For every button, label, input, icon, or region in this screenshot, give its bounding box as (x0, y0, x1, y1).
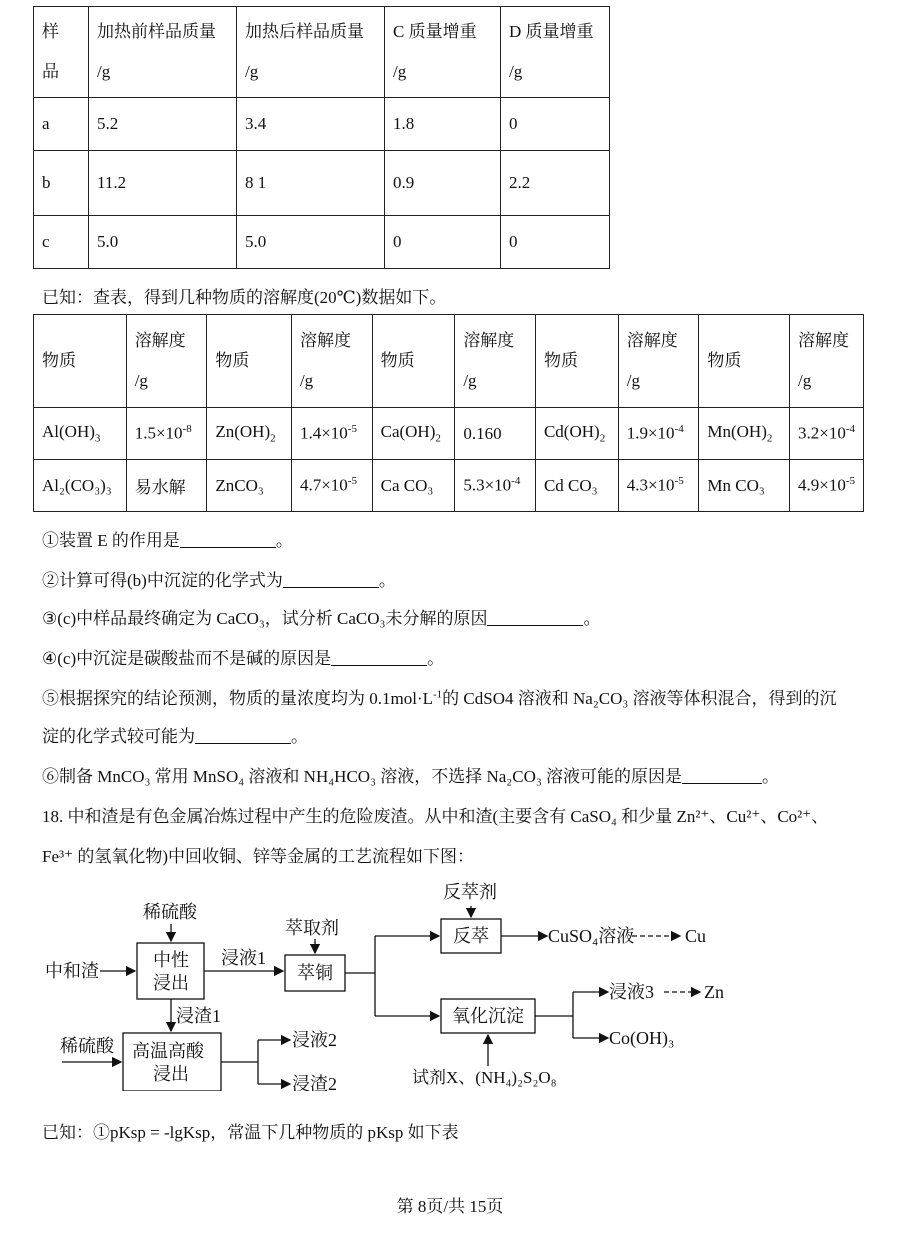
cell-solubility: 易水解 (126, 460, 207, 512)
label-cu: Cu (685, 926, 707, 946)
cell: 8 1 (237, 151, 385, 216)
cell-substance: $Ca(OH)_2$ (372, 408, 455, 460)
header-c-gain: C 质量增重 /g (385, 7, 501, 98)
label-acid-2: 稀硫酸 (60, 1036, 114, 1056)
header-solubility: 溶解度 /g (789, 315, 863, 408)
cell: 0 (501, 98, 610, 151)
cell: 0 (385, 216, 501, 269)
label-extractant: 萃取剂 (285, 918, 339, 938)
cell-solubility: $5.3\times 10^{-4}$ (455, 460, 536, 512)
cell-solubility: $4.3\times 10^{-5}$ (618, 460, 699, 512)
cell: 5.0 (89, 216, 237, 269)
header-substance: 物质 (372, 315, 455, 408)
cell-substance: $Cd(OH)_2$ (535, 408, 618, 460)
label-box3: 反萃 (453, 926, 489, 946)
header-solubility: 溶解度 /g (618, 315, 699, 408)
label-reagent: 试剂X、(NH₄)₂S₂O₈ (412, 1068, 557, 1087)
cell-substance: $Mn(OH)_2$ (699, 408, 790, 460)
label-box5: 氧化沉淀 (452, 1006, 524, 1026)
label-box2: 萃铜 (297, 963, 333, 983)
solubility-table (33, 314, 864, 512)
page-footer: 第 8页/共 15页 (396, 1197, 504, 1216)
cell: 0 (501, 216, 610, 269)
cell: 11.2 (89, 151, 237, 216)
header-d-gain: D 质量增重 /g (501, 7, 610, 98)
table-row (34, 408, 864, 460)
process-flow-diagram (40, 876, 760, 1091)
label-coh3: Co(OH)₃ (609, 1028, 675, 1048)
question-6: ⑥制备 MnCO₃ 常用 MnSO₄ 溶液和 NH₄HCO₃ 溶液，不选择 Na₂CO₃ 溶液可能的原因是 。 (42, 767, 780, 786)
question-2: ②计算可得(b)中沉淀的化学式为 。 (42, 571, 396, 590)
label-leach-2: 浸液2 (292, 1030, 337, 1050)
header-solubility: 溶解度 /g (455, 315, 536, 408)
label-box4-line1: 高温高酸 (132, 1041, 204, 1061)
problem-18-line1: 18. 中和渣是有色金属冶炼过程中产生的危险废渣。从中和渣(主要含有 CaSO₄ 和少量 Zn²⁺、Cu²⁺、Co²⁺、 (42, 807, 829, 826)
known-intro: 已知：查表，得到几种物质的溶解度(20℃)数据如下。 (42, 288, 447, 307)
cell-solubility: $1.4\times 10^{-5}$ (291, 408, 372, 460)
cell-substance: Cd CO₃ (535, 460, 618, 512)
cell: 0.9 (385, 151, 501, 216)
label-start: 中和渣 (45, 961, 99, 981)
header-sample: 样 品 (34, 7, 89, 98)
cell-solubility: $1.5\times 10^{-8}$ (126, 408, 207, 460)
sample-mass-table (33, 6, 610, 269)
label-cuso4: CuSO₄溶液 (548, 926, 635, 946)
known-pksp: 已知：①pKsp = -lgKsp，常温下几种物质的 pKsp 如下表 (42, 1123, 459, 1142)
cell: 1.8 (385, 98, 501, 151)
label-leach-1: 浸液1 (221, 948, 266, 968)
table-row (34, 151, 610, 216)
header-before-mass: 加热前样品质量 /g (89, 7, 237, 98)
cell-substance: Mn CO₃ (699, 460, 790, 512)
header-substance: 物质 (699, 315, 790, 408)
cell: 3.4 (237, 98, 385, 151)
cell-substance: Ca CO₃ (372, 460, 455, 512)
table-row (34, 460, 864, 512)
header-substance: 物质 (207, 315, 292, 408)
cell: c (34, 216, 89, 269)
label-residue-1: 浸渣1 (176, 1006, 221, 1026)
label-box1-line2: 浸出 (153, 973, 189, 993)
cell-substance: $Al(OH)_3$ (34, 408, 127, 460)
table-row (34, 98, 610, 151)
cell-substance: ZnCO₃ (207, 460, 292, 512)
problem-18-line2: Fe³⁺ 的氢氧化物)中回收铜、锌等金属的工艺流程如下图： (42, 847, 474, 866)
cell: 5.0 (237, 216, 385, 269)
header-substance: 物质 (34, 315, 127, 408)
label-box4-line2: 浸出 (153, 1064, 189, 1084)
cell: 2.2 (501, 151, 610, 216)
label-acid-1: 稀硫酸 (143, 902, 197, 922)
cell-solubility: 0.160 (455, 408, 536, 460)
question-1: ①装置 E 的作用是 。 (42, 531, 293, 550)
cell: 5.2 (89, 98, 237, 151)
question-5-cont: 淀的化学式较可能为 。 (42, 727, 308, 746)
question-3: ③(c)中样品最终确定为 CaCO₃，试分析 CaCO₃未分解的原因 。 (42, 609, 601, 628)
table-row (34, 216, 610, 269)
cell-solubility: $3.2\times 10^{-4}$ (789, 408, 863, 460)
header-substance: 物质 (535, 315, 618, 408)
label-box1-line1: 中性 (153, 950, 189, 970)
cell-substance: $Zn(OH)_2$ (207, 408, 292, 460)
label-strip-agent: 反萃剂 (443, 882, 497, 902)
cell-substance: Al₂(CO₃)₃ (34, 460, 127, 512)
cell: a (34, 98, 89, 151)
question-4: ④(c)中沉淀是碳酸盐而不是碱的原因是 。 (42, 649, 445, 668)
cell-solubility: $1.9\times 10^{-4}$ (618, 408, 699, 460)
label-zn: Zn (704, 982, 724, 1002)
header-solubility: 溶解度 /g (126, 315, 207, 408)
header-after-mass: 加热后样品质量 /g (237, 7, 385, 98)
label-residue-2: 浸渣2 (292, 1074, 337, 1091)
cell-solubility: $4.7\times 10^{-5}$ (291, 460, 372, 512)
label-leach-3: 浸液3 (609, 982, 654, 1002)
cell-solubility: $4.9\times 10^{-5}$ (789, 460, 863, 512)
cell: b (34, 151, 89, 216)
header-solubility: 溶解度 /g (291, 315, 372, 408)
question-5: ⑤根据探究的结论预测，物质的量浓度均为 $0.1mol\cdot L^{-1}$的 CdSO4 溶液和 Na₂CO₃ 溶液等体积混合，得到的沉 (42, 688, 837, 708)
